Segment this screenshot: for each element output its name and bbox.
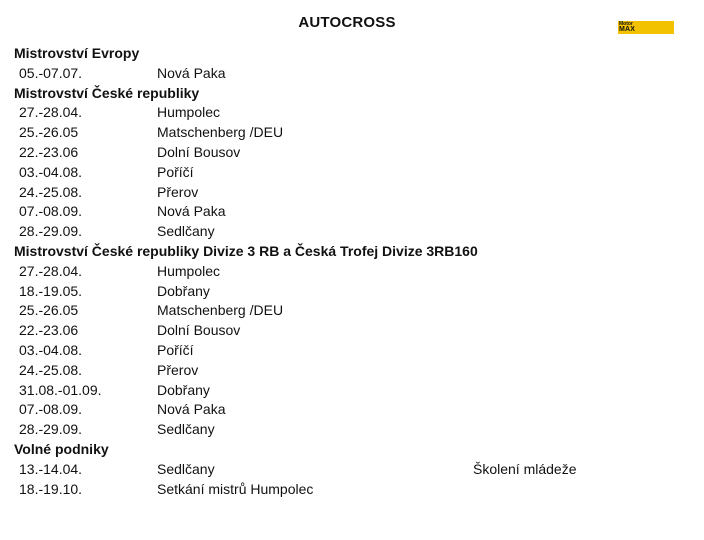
schedule-row xyxy=(14,64,694,84)
event-date: 18.-19.05. xyxy=(19,282,83,299)
logo-top-text: Motor xyxy=(619,21,633,27)
schedule-row xyxy=(14,222,694,242)
event-date: 18.-19.10. xyxy=(19,480,83,497)
event-date: 25.-26.05 xyxy=(19,124,79,141)
schedule-row xyxy=(14,163,694,183)
section-heading: Mistrovství Evropy xyxy=(14,45,140,61)
schedule-section xyxy=(14,440,694,499)
schedule-row xyxy=(14,301,694,321)
section-heading: Mistrovství České republiky Divize 3 RB a Česká Trofej Divize 3RB160 xyxy=(14,242,478,259)
event-place: Sedlčany xyxy=(157,421,215,438)
event-date: 03.-04.08. xyxy=(19,341,83,358)
motormax-logo xyxy=(618,21,674,34)
schedule-content xyxy=(14,44,694,499)
event-place: Poříčí xyxy=(157,341,194,358)
schedule-row xyxy=(14,460,694,480)
event-date: 28.-29.09. xyxy=(19,223,83,240)
event-place: Dolní Bousov xyxy=(157,143,241,160)
schedule-row xyxy=(14,123,694,143)
event-place: Matschenberg /DEU xyxy=(157,302,284,319)
document-title: AUTOCROSS xyxy=(298,14,396,31)
section-heading: Volné podniky xyxy=(14,440,109,457)
event-place: Nová Paka xyxy=(157,203,226,220)
event-note: Školení mládeže xyxy=(473,460,577,477)
schedule-section xyxy=(14,242,694,440)
event-date: 28.-29.09. xyxy=(19,421,83,438)
schedule-row xyxy=(14,202,694,222)
event-place: Humpolec xyxy=(157,104,221,121)
schedule-row xyxy=(14,183,694,203)
event-place: Matschenberg /DEU xyxy=(157,124,284,141)
event-date: 13.-14.04. xyxy=(19,460,83,477)
event-date: 27.-28.04. xyxy=(19,104,83,121)
schedule-row xyxy=(14,361,694,381)
schedule-row xyxy=(14,400,694,420)
section-heading: Mistrovství České republiky xyxy=(14,84,200,101)
event-date: 31.08.-01.09. xyxy=(19,381,102,398)
event-place: Nová Paka xyxy=(157,401,226,418)
schedule-section xyxy=(14,84,694,242)
schedule-row xyxy=(14,480,694,500)
event-place: Nová Paka xyxy=(157,64,226,81)
event-place: Sedlčany xyxy=(157,223,215,240)
event-date: 25.-26.05 xyxy=(19,302,79,319)
schedule-row xyxy=(14,262,694,282)
event-place: Humpolec xyxy=(157,262,221,279)
event-place: Poříčí xyxy=(157,163,194,180)
event-place: Dolní Bousov xyxy=(157,322,241,339)
event-place: Přerov xyxy=(157,183,199,200)
event-date: 07.-08.09. xyxy=(19,401,83,418)
event-date: 24.-25.08. xyxy=(19,183,83,200)
event-place: Setkání mistrů Humpolec xyxy=(157,480,314,497)
event-place: Sedlčany xyxy=(157,460,215,477)
event-place: Dobřany xyxy=(157,282,210,299)
schedule-row xyxy=(14,103,694,123)
event-date: 07.-08.09. xyxy=(19,203,83,220)
event-date: 22.-23.06 xyxy=(19,322,79,339)
schedule-row xyxy=(14,143,694,163)
schedule-row xyxy=(14,341,694,361)
event-date: 05.-07.07. xyxy=(19,64,83,81)
logo-bottom-text: MAX xyxy=(619,26,636,33)
event-place: Dobřany xyxy=(157,381,210,398)
event-date: 22.-23.06 xyxy=(19,143,79,160)
schedule-row xyxy=(14,321,694,341)
event-place: Přerov xyxy=(157,361,199,378)
schedule-row xyxy=(14,282,694,302)
event-date: 27.-28.04. xyxy=(19,262,83,279)
event-date: 24.-25.08. xyxy=(19,361,83,378)
event-date: 03.-04.08. xyxy=(19,163,83,180)
schedule-row xyxy=(14,381,694,401)
schedule-row xyxy=(14,420,694,440)
schedule-section xyxy=(14,44,694,84)
